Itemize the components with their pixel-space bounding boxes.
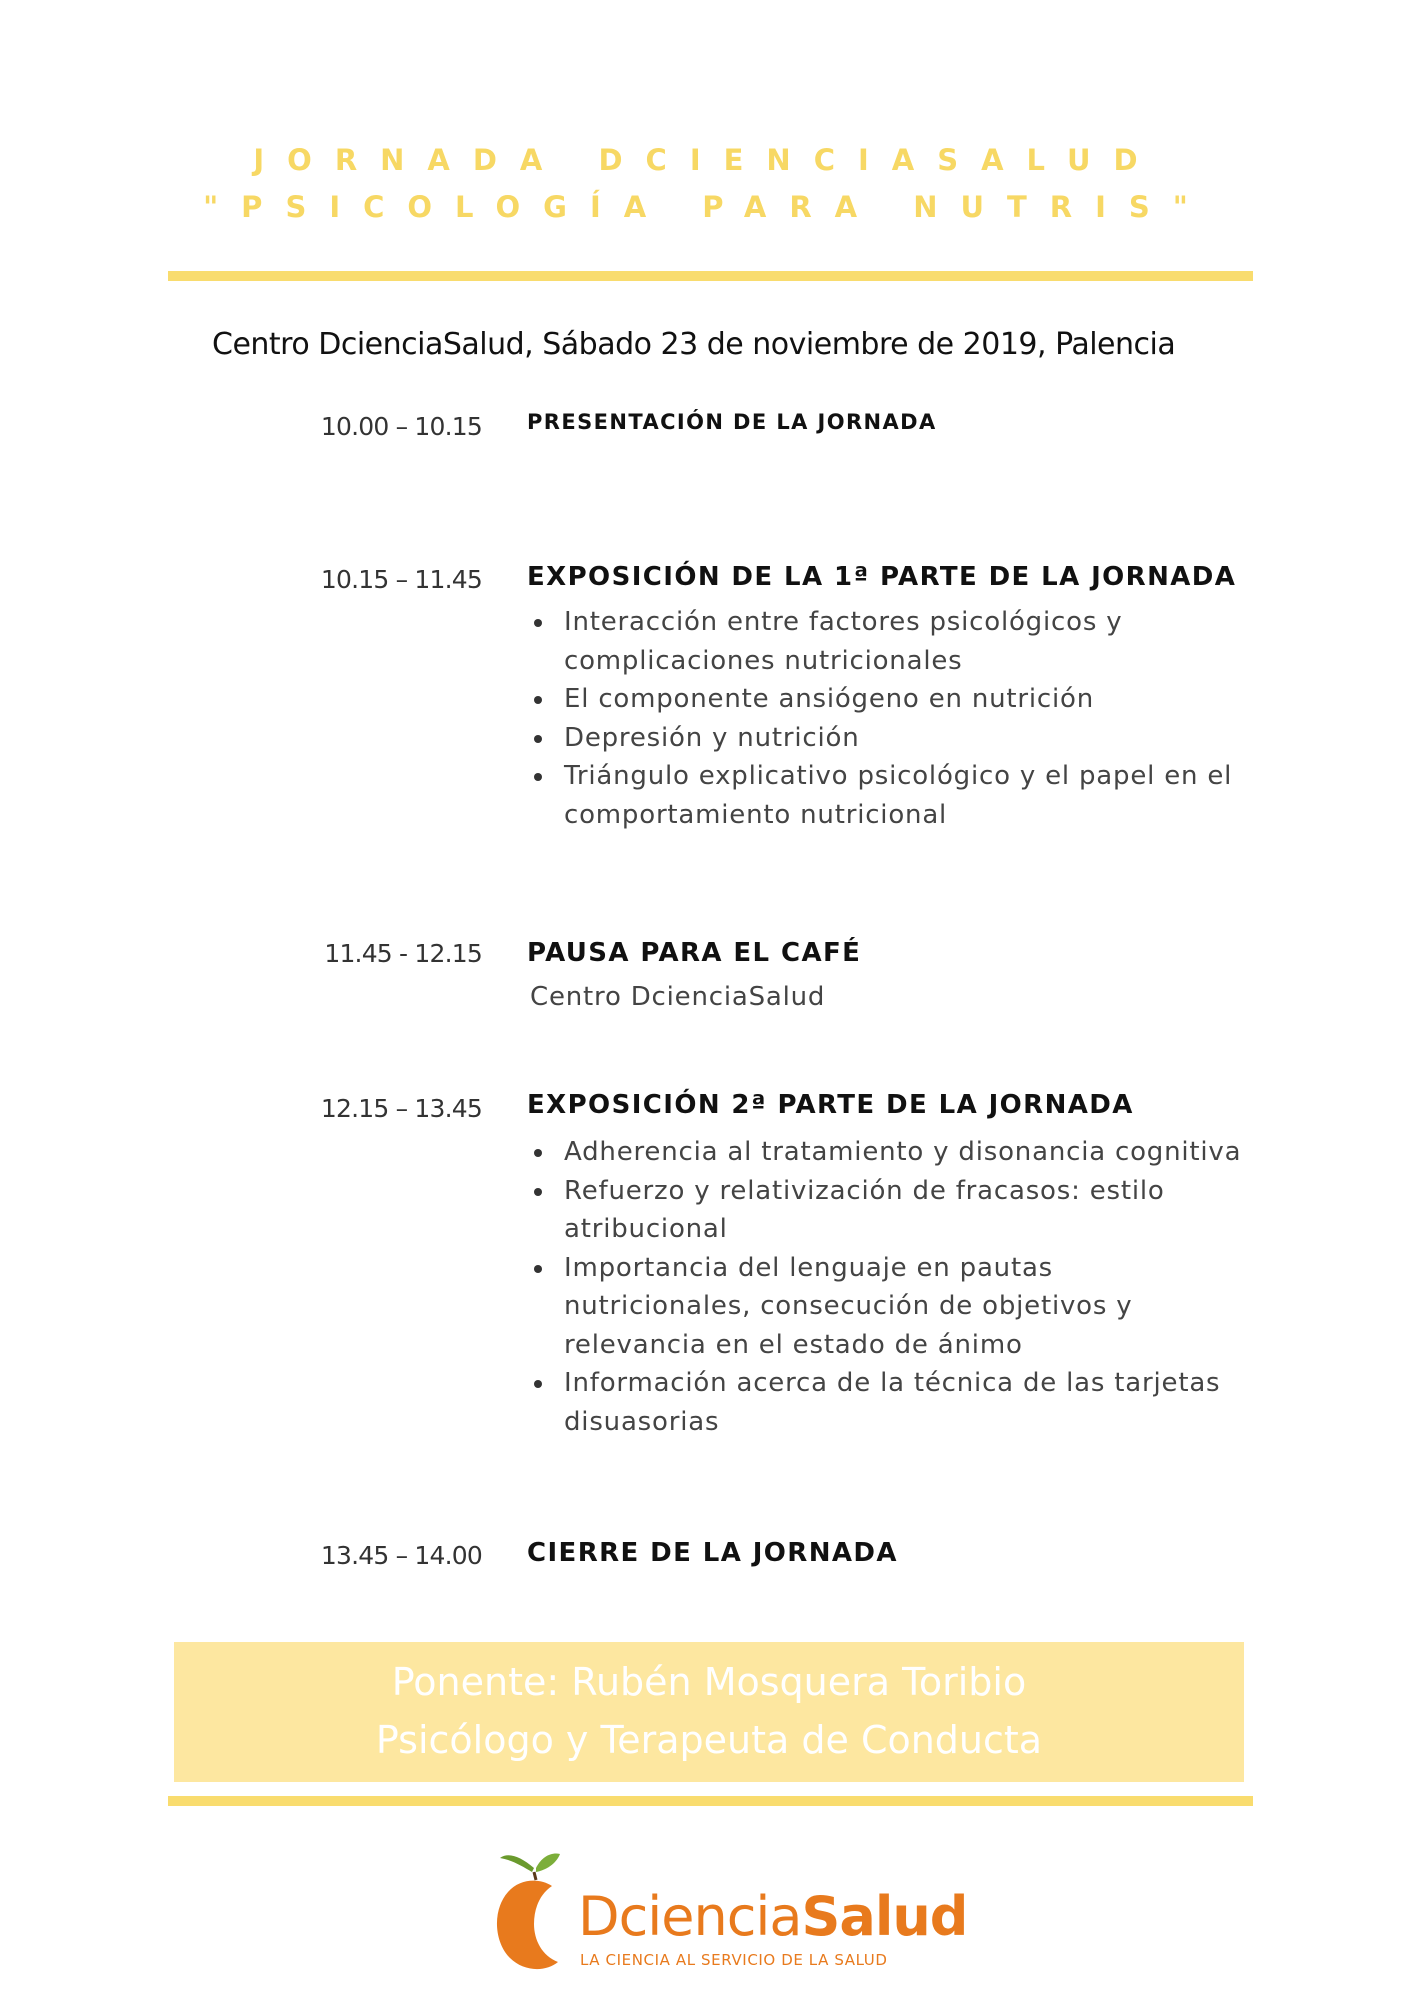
- list-item: Importancia del lenguaje en pautas nutricionales, consecución de objetivos y relevancia en el estado de ánimo: [528, 1249, 1248, 1365]
- session-topic-list: [528, 1133, 1248, 1441]
- session-topic-list: [528, 603, 1248, 834]
- session-time: 10.00 – 10.15: [320, 412, 482, 441]
- session-time: 11.45 - 12.15: [324, 939, 482, 968]
- list-item: Refuerzo y relativización de fracasos: estilo atribucional: [528, 1172, 1248, 1249]
- list-item: Información acerca de la técnica de las tarjetas disuasorias: [528, 1364, 1248, 1441]
- session-title: CIERRE DE LA JORNADA: [527, 1538, 898, 1568]
- brand-wordmark: DcienciaSalud: [578, 1885, 968, 1948]
- page-title-line2: "PSICOLOGÍA PARA NUTRIS": [203, 190, 1211, 224]
- session-title: EXPOSICIÓN DE LA 1ª PARTE DE LA JORNADA: [527, 562, 1237, 592]
- top-divider: [168, 271, 1253, 281]
- speaker-name: Ponente: Rubén Mosquera Toribio: [391, 1660, 1027, 1704]
- bottom-divider: [168, 1796, 1253, 1806]
- session-time: 13.45 – 14.00: [320, 1541, 482, 1570]
- list-item: Adherencia al tratamiento y disonancia cognitiva: [528, 1133, 1248, 1172]
- session-title: PAUSA PARA EL CAFÉ: [527, 938, 862, 968]
- list-item: Interacción entre factores psicológicos y complicaciones nutricionales: [528, 603, 1248, 680]
- list-item: Triángulo explicativo psicológico y el papel en el comportamiento nutricional: [528, 757, 1248, 834]
- orange-fruit-icon: [490, 1838, 580, 1978]
- session-title: EXPOSICIÓN 2ª PARTE DE LA JORNADA: [527, 1090, 1134, 1120]
- session-title: PRESENTACIÓN DE LA JORNADA: [527, 410, 937, 434]
- list-item: Depresión y nutrición: [528, 719, 1248, 758]
- session-time: 12.15 – 13.45: [320, 1094, 482, 1123]
- venue-date-line: Centro DcienciaSalud, Sábado 23 de noviembre de 2019, Palencia: [212, 327, 1176, 362]
- session-subtitle: Centro DcienciaSalud: [530, 982, 826, 1012]
- speaker-role: Psicólogo y Terapeuta de Conducta: [375, 1718, 1043, 1762]
- brand-tagline: LA CIENCIA AL SERVICIO DE LA SALUD: [580, 1951, 888, 1969]
- list-item: El componente ansiógeno en nutrición: [528, 680, 1248, 719]
- session-time: 10.15 – 11.45: [320, 565, 482, 594]
- logo: [490, 1838, 968, 1988]
- page-title-line1: JORNADA DCIENCIASALUD: [253, 143, 1161, 177]
